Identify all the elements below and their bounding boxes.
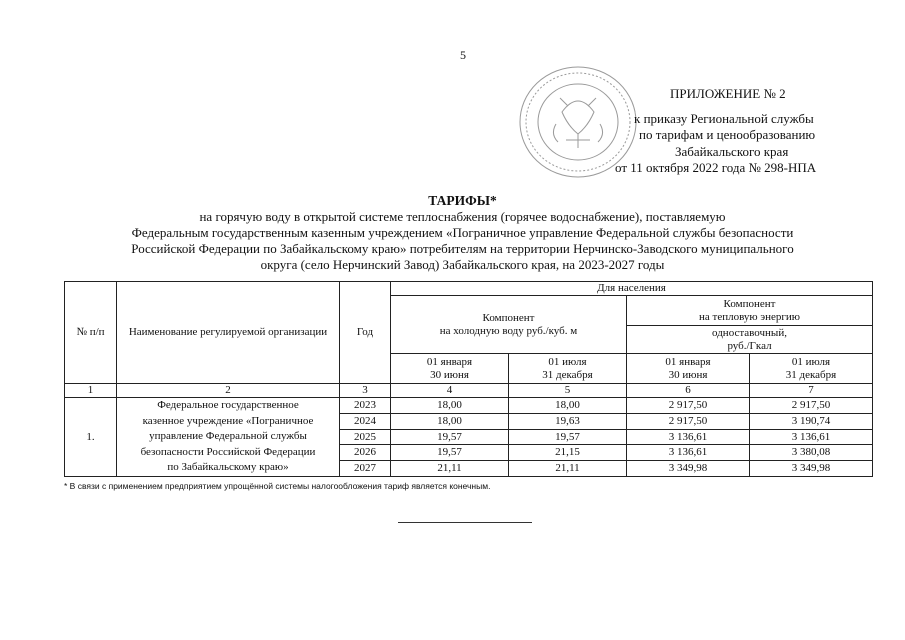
year-cell: 2027 [340, 461, 391, 477]
year-cell: 2025 [340, 429, 391, 445]
value-cell: 2 917,50 [627, 413, 750, 429]
column-number: 3 [340, 384, 391, 398]
value-cell: 2 917,50 [627, 398, 750, 414]
cold-water-line2: на холодную воду руб./куб. м [439, 324, 578, 337]
heading-line: округа (село Нерчинский Завод) Забайкальского края, на 2023-2027 годы [260, 257, 665, 272]
column-number: 1 [65, 384, 117, 398]
bottom-divider [398, 522, 532, 523]
year-cell: 2023 [340, 398, 391, 414]
page-number: 5 [460, 48, 466, 62]
appendix-block [614, 86, 864, 177]
column-number: 7 [750, 384, 873, 398]
appendix-line: от 11 октября 2022 года № 298-НПА [615, 160, 817, 175]
value-cell: 3 136,61 [627, 445, 750, 461]
heading-line: на горячую воду в открытой системе теплоснабжения (горячее водоснабжение), поставляемую [199, 209, 726, 224]
value-cell: 3 349,98 [627, 461, 750, 477]
value-cell: 19,57 [391, 445, 509, 461]
cold-water-line1: Компонент [482, 312, 535, 324]
col-header-population: Для населения [391, 282, 873, 296]
column-number: 5 [509, 384, 627, 398]
value-cell: 3 190,74 [750, 413, 873, 429]
value-cell: 18,00 [509, 398, 627, 414]
period-header: 01 января 30 июня [391, 354, 509, 384]
value-cell: 19,57 [391, 429, 509, 445]
value-cell: 3 136,61 [750, 429, 873, 445]
heading-title: ТАРИФЫ* [428, 193, 497, 208]
column-number-row [65, 384, 873, 398]
row-number: 1. [65, 398, 117, 477]
year-cell: 2026 [340, 445, 391, 461]
value-cell: 2 917,50 [750, 398, 873, 414]
year-cell: 2024 [340, 413, 391, 429]
appendix-line: Забайкальского края [675, 143, 789, 159]
column-number: 4 [391, 384, 509, 398]
col-header-cold-water [391, 296, 627, 354]
heat-line2: на тепловую энергию [699, 310, 800, 323]
organization-name: Федеральное государственное казенное учреждение «Пограничное управление Федеральной службы безопасности Российской Федерации по Забайкальскому краю» [117, 398, 340, 477]
single-rate-line2: руб./Гкал [727, 339, 772, 352]
col-header-single-rate [627, 326, 873, 354]
footnote: * В связи с применением предприятием упрощённой системы налогообложения тариф является конечным. [64, 481, 491, 491]
column-number: 2 [117, 384, 340, 398]
value-cell: 3 136,61 [627, 429, 750, 445]
heat-line1: Компонент [723, 298, 776, 310]
tariff-table [64, 281, 873, 477]
column-number: 6 [627, 384, 750, 398]
period-header: 01 июля 31 декабря [509, 354, 627, 384]
col-header-year: Год [340, 282, 391, 384]
value-cell: 3 349,98 [750, 461, 873, 477]
heading-line: Российской Федерации по Забайкальскому краю» потребителям на территории Нерчинско-Заводского муниципального [131, 241, 794, 256]
value-cell: 19,57 [509, 429, 627, 445]
period-header: 01 июля 31 декабря [750, 354, 873, 384]
appendix-line: к приказу Региональной службы [634, 110, 814, 126]
single-rate-line1: одноставочный, [712, 327, 787, 339]
value-cell: 18,00 [391, 398, 509, 414]
value-cell: 21,11 [509, 461, 627, 477]
document-heading [60, 193, 865, 273]
value-cell: 3 380,08 [750, 445, 873, 461]
col-header-no: № п/п [65, 282, 117, 384]
heading-line: Федеральным государственным казенным учреждением «Пограничное управление Федеральной службы безопасности [131, 225, 794, 240]
table-row [65, 398, 873, 414]
col-header-heat [627, 296, 873, 326]
value-cell: 21,11 [391, 461, 509, 477]
appendix-line: по тарифам и ценообразованию [639, 127, 816, 142]
value-cell: 18,00 [391, 413, 509, 429]
period-header: 01 января 30 июня [627, 354, 750, 384]
appendix-title: ПРИЛОЖЕНИЕ № 2 [670, 86, 786, 101]
col-header-org: Наименование регулируемой организации [117, 282, 340, 384]
value-cell: 19,63 [509, 413, 627, 429]
value-cell: 21,15 [509, 445, 627, 461]
